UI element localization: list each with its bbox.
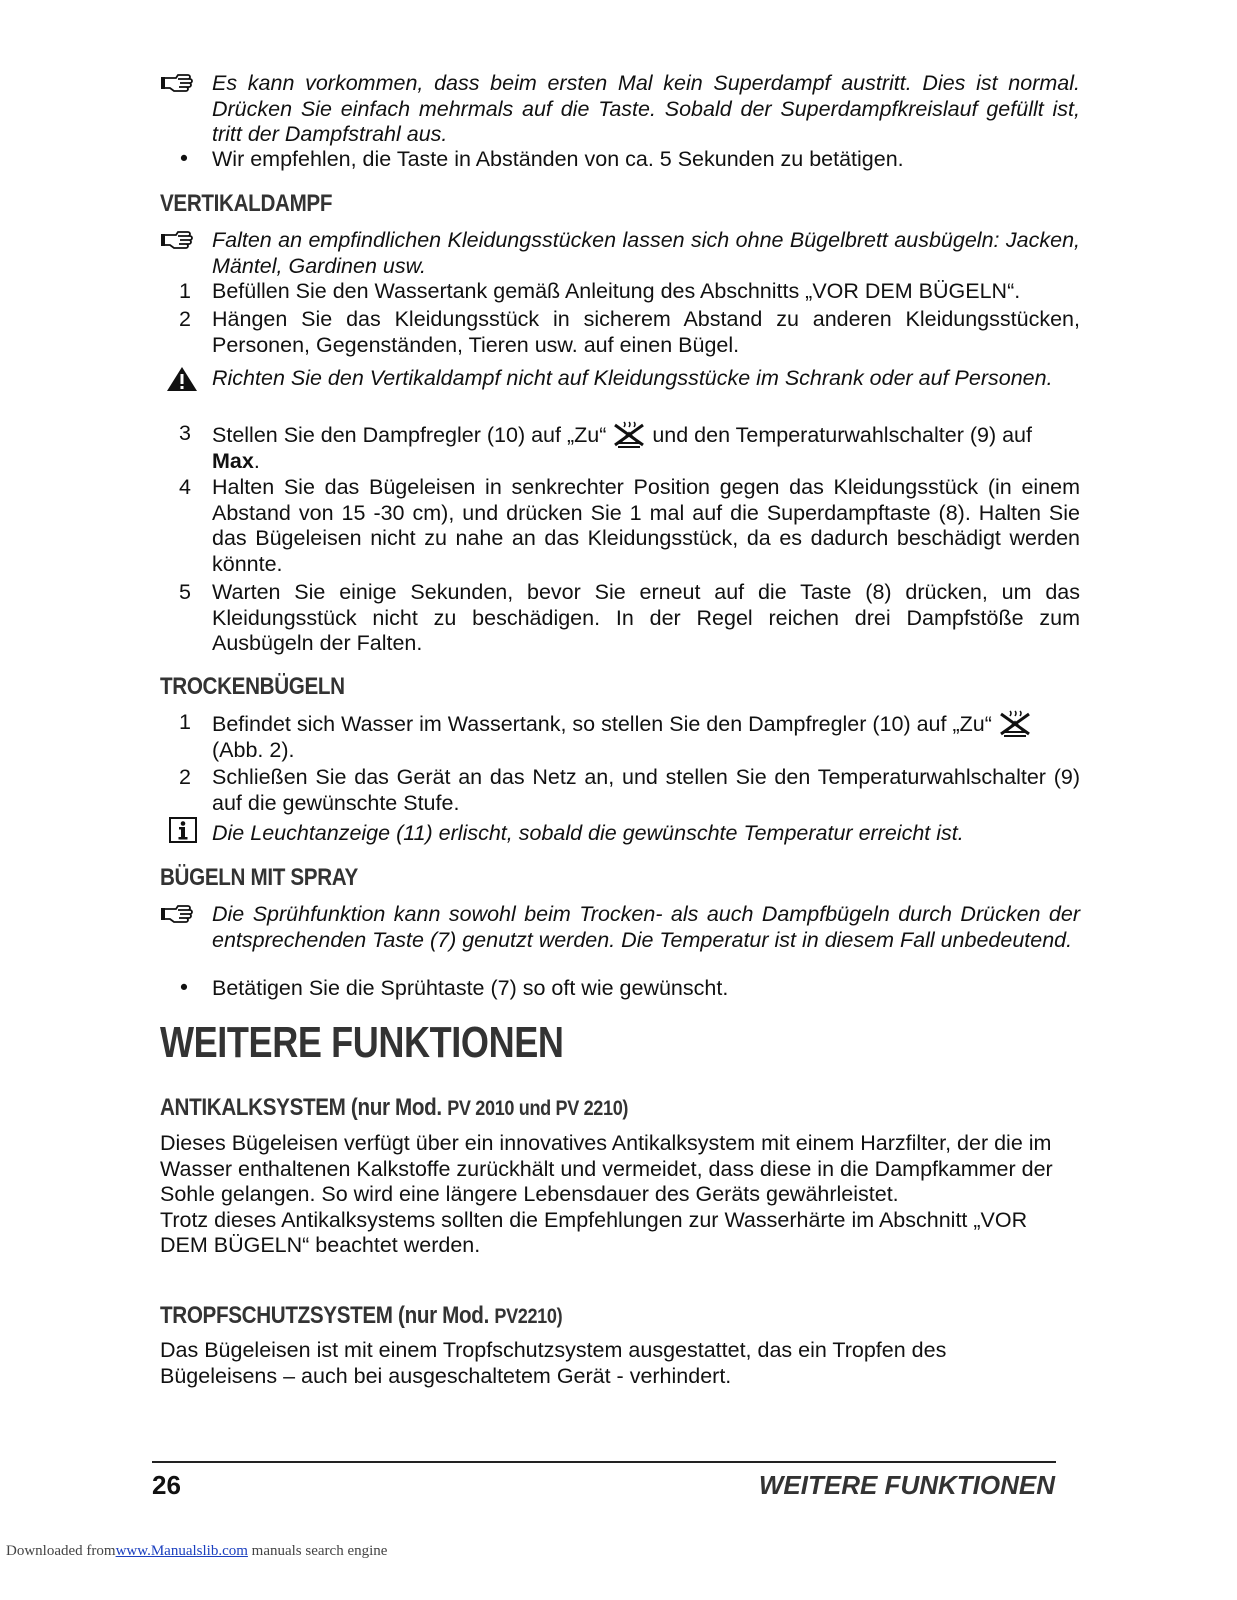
page-number: 26 (152, 1470, 181, 1500)
info-item (160, 821, 1080, 847)
note-item (160, 228, 1080, 279)
section-heading-vertikaldampf: VERTIKALDAMPF (160, 190, 333, 217)
pointing-hand-icon (160, 902, 208, 924)
heading-part-model: PV 2010 und PV 2210) (447, 1097, 629, 1120)
heading-part: ANTIKALKSYSTEM (nur Mod. (160, 1094, 442, 1121)
paragraph-text: Trotz dieses Antikalksystems sollten die Empfehlungen zur Wasserhärte im Abschnitt „VOR DEM BÜGELN“ beachtet werden. (160, 1207, 1028, 1257)
step-text-end: . (253, 448, 260, 473)
bullet-marker: • (177, 147, 191, 172)
step-text-part: Befindet sich Wasser im Wassertank, so stellen Sie den Dampfregler (10) auf „Zu“ (212, 712, 992, 736)
step-text-part: Stellen Sie den Dampfregler (10) auf „Zu“ (212, 423, 607, 447)
bullet-item (160, 147, 1080, 173)
step-text (212, 710, 1080, 763)
step-item (160, 765, 1080, 816)
section-heading-tropfschutz (160, 1302, 562, 1330)
heading-part-model: PV2210) (494, 1305, 563, 1328)
note-item (160, 902, 1080, 953)
info-icon (169, 817, 217, 843)
warning-text: Richten Sie den Vertikaldampf nicht auf Kleidungsstücke im Schrank oder auf Personen. (212, 366, 1053, 390)
step-text-bold: Max (212, 448, 254, 473)
warning-item (160, 366, 1080, 392)
paragraph-text: Dieses Bügeleisen verfügt über ein innovatives Antikalksystem mit einem Harzfilter, der die im Wasser enthaltenen Kalkstoffe zurückhält und vermeidet, dass diese in die Dampfkammer der Sohle gelangen. So wird eine längere Lebensdauer des Geräts gewährleistet. (160, 1131, 1053, 1206)
bullet-marker: • (177, 976, 191, 1001)
tropfschutz-paragraph: Das Bügeleisen ist mit einem Tropfschutzsystem ausgestattet, das ein Tropfen des Bügeleisens – auch bei ausgeschaltetem Gerät - verhindert. (160, 1338, 947, 1388)
step-number: 1 (179, 710, 191, 734)
step-number: 4 (179, 475, 191, 499)
step-text: Hängen Sie das Kleidungsstück in sicherem Abstand zu anderen Kleidungsstücken, Personen, Gegenständen, Tieren usw. auf einen Bügel. (212, 307, 1080, 357)
step-item (160, 580, 1080, 657)
step-item (160, 421, 1080, 474)
step-text: Warten Sie einige Sekunden, bevor Sie erneut auf die Taste (8) drücken, um das Kleidungsstück nicht zu beschädigen. In der Regel reichen drei Dampfstöße zum Ausbügeln der Falten. (212, 580, 1080, 655)
step-item (160, 475, 1080, 577)
footer-divider (152, 1461, 1056, 1463)
step-number: 5 (179, 580, 191, 604)
steam-off-icon (998, 710, 1032, 736)
heading-part: TROPFSCHUTZSYSTEM (nur Mod. (160, 1302, 489, 1329)
warning-triangle-icon (166, 366, 214, 392)
bullet-item (160, 976, 1080, 1002)
step-text-part: (Abb. 2). (212, 737, 295, 762)
step-number: 1 (179, 279, 191, 303)
note-text: Es kann vorkommen, dass beim ersten Mal kein Superdampf austritt. Dies ist normal. Drücken Sie einfach mehrmals auf die Taste. Sobald der Superdampfkreislauf gefüllt ist, tritt der Dampfstrahl aus. (212, 71, 1080, 146)
download-suffix: manuals search engine (251, 1543, 388, 1559)
note-text: Die Sprühfunktion kann sowohl beim Trocken- als auch Dampfbügeln durch Drücken der entsprechenden Taste (7) genutzt werden. Die Temperatur ist in diesem Fall unbedeutend. (212, 902, 1080, 952)
antikalk-paragraph (160, 1131, 1060, 1259)
pointing-hand-icon (160, 71, 208, 93)
step-text: Befüllen Sie den Wassertank gemäß Anleitung des Abschnitts „VOR DEM BÜGELN“. (212, 279, 1021, 303)
footer-section-title: WEITERE FUNKTIONEN (758, 1470, 1055, 1500)
manualslib-link[interactable]: www.Manualslib.com (115, 1543, 248, 1559)
step-text-part: und den Temperaturwahlschalter (9) auf (652, 423, 1032, 447)
pointing-hand-icon (160, 228, 208, 250)
step-text (212, 421, 1080, 474)
download-prefix: Downloaded from (6, 1543, 116, 1559)
info-text: Die Leuchtanzeige (11) erlischt, sobald die gewünschte Temperatur erreicht ist. (212, 821, 964, 845)
step-text: Halten Sie das Bügeleisen in senkrechter Position gegen das Kleidungsstück (in einem Abstand von 15 -30 cm), und drücken Sie 1 mal auf die Superdampftaste (8). Halten Sie das Bügeleisen nicht zu nahe an das Kleidungsstück, da es dadurch beschädigt werden könnte. (212, 475, 1080, 576)
bullet-text: Wir empfehlen, die Taste in Abständen von ca. 5 Sekunden zu betätigen. (212, 147, 904, 171)
section-heading-trockenbuegeln: TROCKENBÜGELN (160, 673, 345, 700)
section-heading-spray: BÜGELN MIT SPRAY (160, 864, 358, 891)
step-number: 2 (179, 765, 191, 789)
chapter-heading: WEITERE FUNKTIONEN (160, 1018, 564, 1067)
step-number: 2 (179, 307, 191, 331)
step-item (160, 710, 1080, 763)
step-item (160, 307, 1080, 358)
step-text: Schließen Sie das Gerät an das Netz an, und stellen Sie den Temperaturwahlschalter (9) auf die gewünschte Stufe. (212, 765, 1080, 815)
note-item (160, 71, 1080, 148)
download-note (6, 1543, 387, 1560)
step-number: 3 (179, 421, 191, 445)
steam-off-icon (612, 421, 646, 447)
step-item (160, 279, 1080, 305)
bullet-text: Betätigen Sie die Sprühtaste (7) so oft wie gewünscht. (212, 976, 729, 1000)
note-text: Falten an empfindlichen Kleidungsstücken lassen sich ohne Bügelbrett ausbügeln: Jacken, Mäntel, Gardinen usw. (212, 228, 1080, 278)
section-heading-antikalk (160, 1094, 628, 1122)
